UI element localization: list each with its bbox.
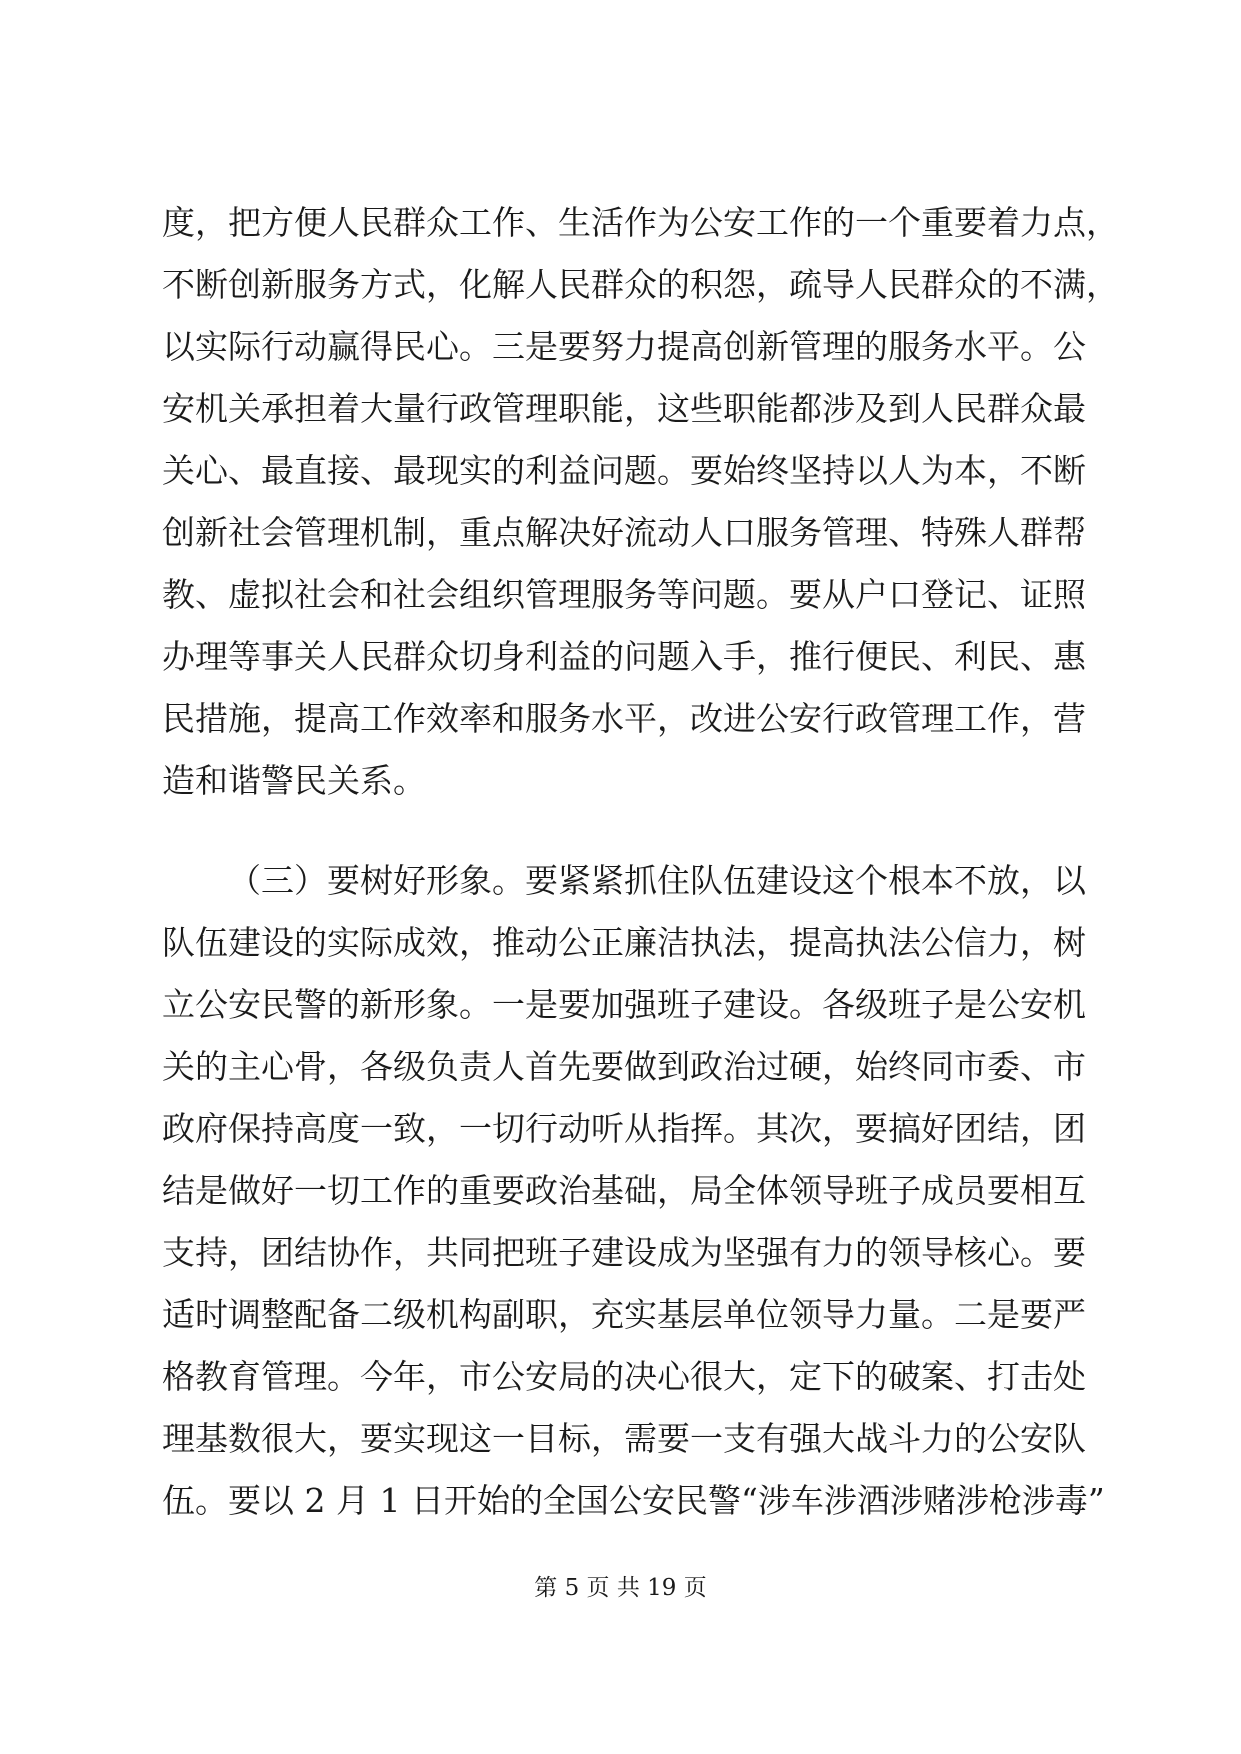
text-line: 关的主心骨，各级负责人首先要做到政治过硬，始终同市委、市 <box>162 1047 1086 1086</box>
text-line: 结是做好一切工作的重要政治基础，局全体领导班子成员要相互 <box>162 1171 1086 1210</box>
section-heading-line: （三）要树好形象。要紧紧抓住队伍建设这个根本不放，以 <box>228 861 1086 900</box>
text-line: 安机关承担着大量行政管理职能，这些职能都涉及到人民群众最 <box>162 389 1086 428</box>
text-line: 关心、最直接、最现实的利益问题。要始终坚持以人为本，不断 <box>162 451 1086 490</box>
text-line: 格教育管理。今年，市公安局的决心很大，定下的破案、打击处 <box>162 1357 1086 1396</box>
text-line: 政府保持高度一致，一切行动听从指挥。其次，要搞好团结，团 <box>162 1109 1086 1148</box>
text-line: 队伍建设的实际成效，推动公正廉洁执法，提高执法公信力，树 <box>162 923 1086 962</box>
text-line: 教、虚拟社会和社会组织管理服务等问题。要从户口登记、证照 <box>162 575 1086 614</box>
paragraph-continuation <box>162 192 1119 812</box>
page-number: 第 5 页 共 19 页 <box>534 1575 707 1601</box>
text-line: 支持，团结协作，共同把班子建设成为坚强有力的领导核心。要 <box>162 1233 1086 1272</box>
paragraph-three <box>162 850 1105 1532</box>
text-line: 伍。要以 2 月 1 日开始的全国公安民警“涉车涉酒涉赌涉枪涉毒” <box>162 1481 1105 1520</box>
text-line: 民措施，提高工作效率和服务水平，改进公安行政管理工作，营 <box>162 699 1086 738</box>
text-line: 办理等事关人民群众切身利益的问题入手，推行便民、利民、惠 <box>162 637 1086 676</box>
text-line: 适时调整配备二级机构副职，充实基层单位领导力量。二是要严 <box>162 1295 1086 1334</box>
text-line: 以实际行动赢得民心。三是要努力提高创新管理的服务水平。公 <box>162 327 1086 366</box>
text-line: 度，把方便人民群众工作、生活作为公安工作的一个重要着力点， <box>162 203 1119 242</box>
text-line: 不断创新服务方式，化解人民群众的积怨，疏导人民群众的不满， <box>162 265 1119 304</box>
text-line: 造和谐警民关系。 <box>162 761 426 800</box>
text-line: 立公安民警的新形象。一是要加强班子建设。各级班子是公安机 <box>162 985 1086 1024</box>
text-line: 创新社会管理机制，重点解决好流动人口服务管理、特殊人群帮 <box>162 513 1086 552</box>
text-line: 理基数很大，要实现这一目标，需要一支有强大战斗力的公安队 <box>162 1419 1086 1458</box>
